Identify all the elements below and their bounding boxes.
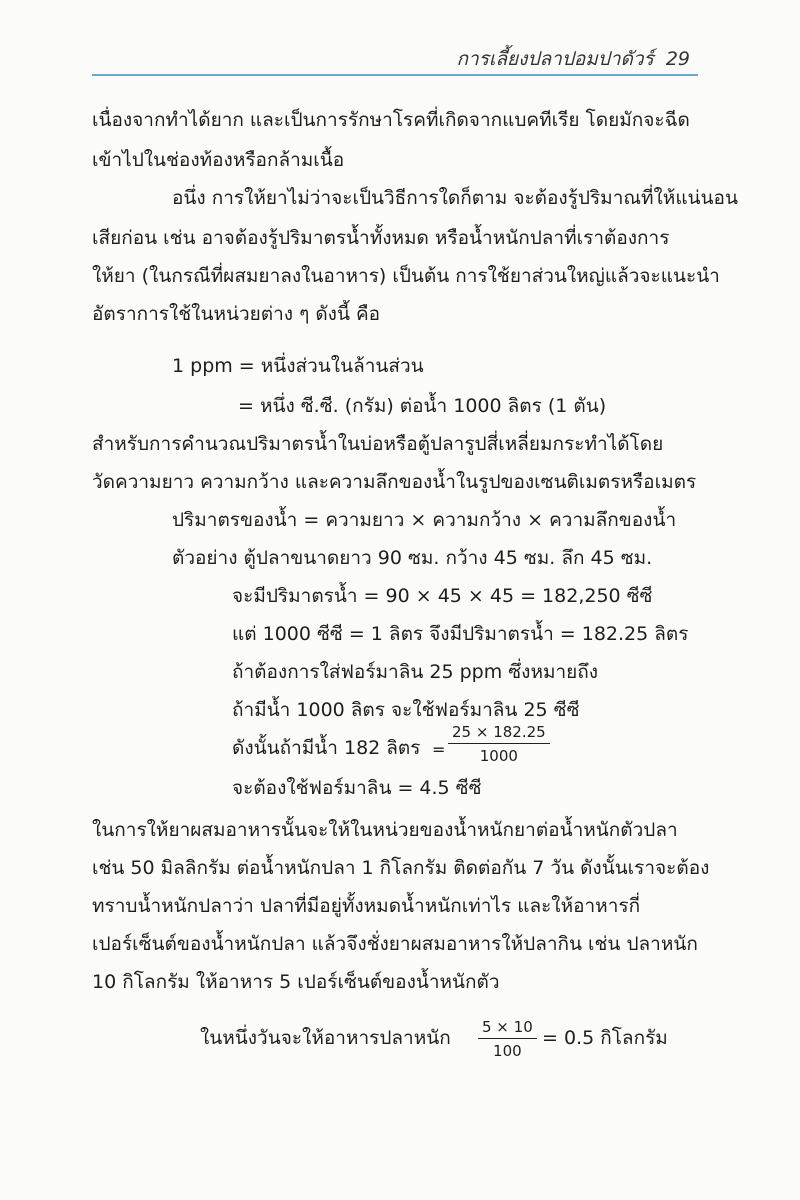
text-line-1: เนื่องจากทำได้ยาก และเป็นการรักษาโรคที่เกิดจากแบคทีเรีย โดยมักจะฉีด xyxy=(92,109,690,131)
formula1-fraction xyxy=(448,723,550,765)
definition-line-2: = หนึ่ง ซี.ซี. (กรัม) ต่อน้ำ 1000 ลิตร (1 ตัน) xyxy=(238,395,607,417)
running-header xyxy=(92,44,690,74)
formula2-numerator: 5 × 10 xyxy=(478,1018,537,1039)
formula1-numerator: 25 × 182.25 xyxy=(448,723,550,744)
text-line-23: 10 กิโลกรัม ให้อาหาร 5 เปอร์เซ็นต์ของน้ำหนักตัว xyxy=(92,971,500,993)
header-rule xyxy=(92,74,698,76)
formula1-equals: = xyxy=(432,740,446,759)
definition-line-1: 1 ppm = หนึ่งส่วนในล้านส่วน xyxy=(172,355,424,377)
text-line-21: ทราบน้ำหนักปลาว่า ปลาที่มีอยู่ทั้งหมดน้ำหนักเท่าไร และให้อาหารกี่ xyxy=(92,895,641,917)
text-line-10: วัดความยาว ความกว้าง และความลึกของน้ำในรูปของเซนติเมตรหรือเมตร xyxy=(92,471,697,493)
text-line-3: อนึ่ง การให้ยาไม่ว่าจะเป็นวิธีการใดก็ตาม จะต้องรู้ปริมาณที่ให้แน่นอน xyxy=(172,187,738,209)
feed-calc-label: ในหนึ่งวันจะให้อาหารปลาหนัก xyxy=(200,1027,451,1049)
calc-line-6: จะต้องใช้ฟอร์มาลิน = 4.5 ซีซี xyxy=(232,777,482,799)
calc-line-2: แต่ 1000 ซีซี = 1 ลิตร จึงมีปริมาตรน้ำ = 182.25 ลิตร xyxy=(232,623,689,645)
text-line-4: เสียก่อน เช่น อาจต้องรู้ปริมาตรน้ำทั้งหมด หรือน้ำหนักปลาที่เราต้องการ xyxy=(92,227,670,249)
formula2-fraction xyxy=(478,1018,537,1060)
text-line-6: อัตราการใช้ในหน่วยต่าง ๆ ดังนี้ คือ xyxy=(92,303,381,325)
formula2-denominator: 100 xyxy=(493,1042,522,1060)
text-line-2: เข้าไปในช่องท้องหรือกล้ามเนื้อ xyxy=(92,149,345,171)
page-number: 29 xyxy=(665,48,690,70)
example-line: ตัวอย่าง ตู้ปลาขนาดยาว 90 ซม. กว้าง 45 ซม. ลึก 45 ซม. xyxy=(172,547,653,569)
text-line-5: ให้ยา (ในกรณีที่ผสมยาลงในอาหาร) เป็นต้น การใช้ยาส่วนใหญ่แล้วจะแนะนำ xyxy=(92,265,720,287)
volume-formula: ปริมาตรของน้ำ = ความยาว × ความกว้าง × ความลึกของน้ำ xyxy=(172,509,677,531)
calc-line-1: จะมีปริมาตรน้ำ = 90 × 45 × 45 = 182,250 ซีซี xyxy=(232,585,653,607)
formula1-denominator: 1000 xyxy=(479,747,518,765)
calc-line-5-label: ดังนั้นถ้ามีน้ำ 182 ลิตร xyxy=(232,737,421,759)
text-line-20: เช่น 50 มิลลิกรัม ต่อน้ำหนักปลา 1 กิโลกรัม ติดต่อกัน 7 วัน ดังนั้นเราจะต้อง xyxy=(92,857,710,879)
text-line-22: เปอร์เซ็นต์ของน้ำหนักปลา แล้วจึงชั่งยาผสมอาหารให้ปลากิน เช่น ปลาหนัก xyxy=(92,933,698,955)
formula2-result: = 0.5 กิโลกรัม xyxy=(542,1027,668,1049)
text-line-9: สำหรับการคำนวณปริมาตรน้ำในบ่อหรือตู้ปลารูปสี่เหลี่ยมกระทำได้โดย xyxy=(92,433,664,455)
text-line-19: ในการให้ยาผสมอาหารนั้นจะให้ในหน่วยของน้ำหนักยาต่อน้ำหนักตัวปลา xyxy=(92,819,678,841)
book-title: การเลี้ยงปลาปอมปาดัวร์ xyxy=(456,48,654,70)
calc-line-3: ถ้าต้องการใส่ฟอร์มาลิน 25 ppm ซึ่งหมายถึง xyxy=(232,661,599,683)
calc-line-4: ถ้ามีน้ำ 1000 ลิตร จะใช้ฟอร์มาลิน 25 ซีซี xyxy=(232,699,580,721)
